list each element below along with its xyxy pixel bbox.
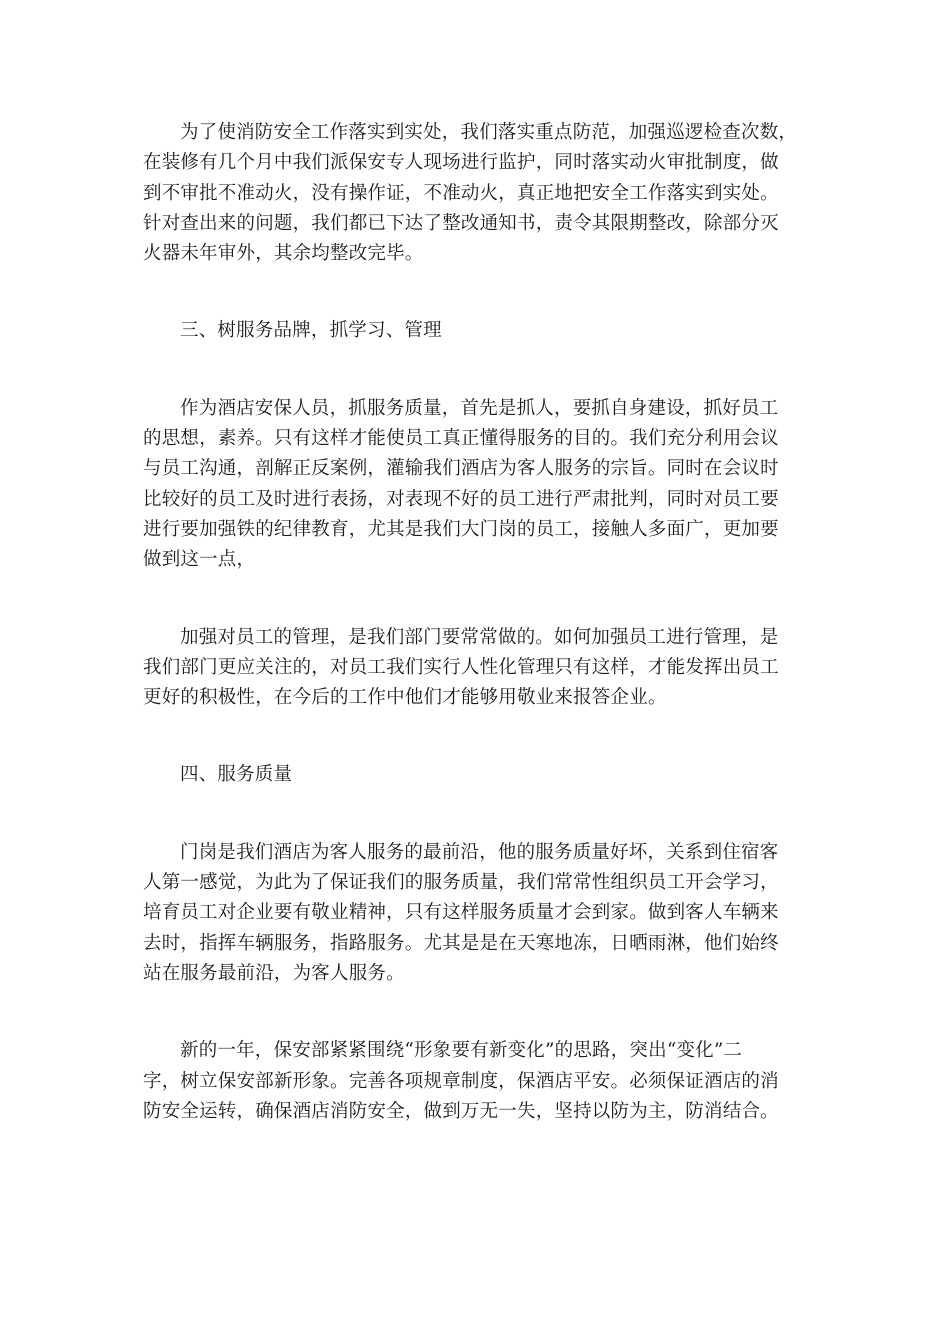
section-heading-4 <box>143 760 808 790</box>
text-line: 站在服务最前沿，为客人服务。 <box>143 962 405 984</box>
paragraph-staff-management <box>143 623 808 714</box>
text-line: 我们部门更应关注的，对员工我们实行人性化管理只有这样，才能发挥出员工 <box>143 656 779 678</box>
text-line: 防安全运转，确保酒店消防安全，做到万无一失，坚持以防为主，防消结合。 <box>143 1100 779 1122</box>
paragraph-fire-safety <box>143 118 808 269</box>
text-line: 新的一年，保安部紧紧围绕“形象要有新变化”的思路，突出“变化”二 <box>180 1040 743 1062</box>
text-line: 培育员工对企业要有敬业精神，只有这样服务质量才会到家。做到客人车辆来 <box>143 902 779 924</box>
text-line: 人第一感觉，为此为了保证我们的服务质量，我们常常性组织员工开会学习， <box>143 872 779 894</box>
text-line: 比较好的员工及时进行表扬，对表现不好的员工进行严肃批判，同时对员工要 <box>143 488 779 510</box>
text-line: 为了使消防安全工作落实到实处，我们落实重点防范，加强巡逻检查次数， <box>180 122 798 143</box>
text-line: 进行要加强铁的纪律教育，尤其是我们大门岗的员工，接触人多面广，更加要 <box>143 518 779 540</box>
paragraph-staff-quality <box>143 394 808 576</box>
text-line: 的思想，素养。只有这样才能使员工真正懂得服务的目的。我们充分利用会议 <box>143 428 779 450</box>
text-line: 去时，指挥车辆服务，指路服务。尤其是是在天寒地冻，日晒雨淋，他们始终 <box>143 932 779 954</box>
section-heading-3 <box>143 316 808 346</box>
text-line: 更好的积极性，在今后的工作中他们才能够用敬业来报答企业。 <box>143 687 667 709</box>
heading-text: 三、树服务品牌，抓学习、管理 <box>180 320 442 342</box>
text-line: 针对查出来的问题，我们都已下达了整改通知书，责令其限期整改，除部分灭 <box>143 212 779 234</box>
text-line: 字，树立保安部新形象。完善各项规章制度，保酒店平安。必须保证酒店的消 <box>143 1070 779 1092</box>
text-line: 与员工沟通，剖解正反案例，灌输我们酒店为客人服务的宗旨。同时在会议时 <box>143 458 779 480</box>
text-line: 作为酒店安保人员，抓服务质量，首先是抓人，要抓自身建设，抓好员工 <box>180 397 779 419</box>
document-body <box>143 118 808 1174</box>
paragraph-new-year <box>143 1036 808 1127</box>
text-line: 做到这一点， <box>143 549 256 571</box>
text-line: 门岗是我们酒店为客人服务的最前沿，他的服务质量好坏，关系到住宿客 <box>180 841 779 863</box>
paragraph-gate-service <box>143 838 808 989</box>
heading-text: 四、服务质量 <box>180 764 293 786</box>
text-line: 到不审批不准动火，没有操作证，不准动火，真正地把安全工作落实到实处。 <box>143 182 779 204</box>
text-line: 火器未年审外，其余均整改完毕。 <box>143 243 424 265</box>
text-line: 在装修有几个月中我们派保安专人现场进行监护，同时落实动火审批制度，做 <box>143 152 779 174</box>
text-line: 加强对员工的管理，是我们部门要常常做的。如何加强员工进行管理，是 <box>180 626 779 648</box>
